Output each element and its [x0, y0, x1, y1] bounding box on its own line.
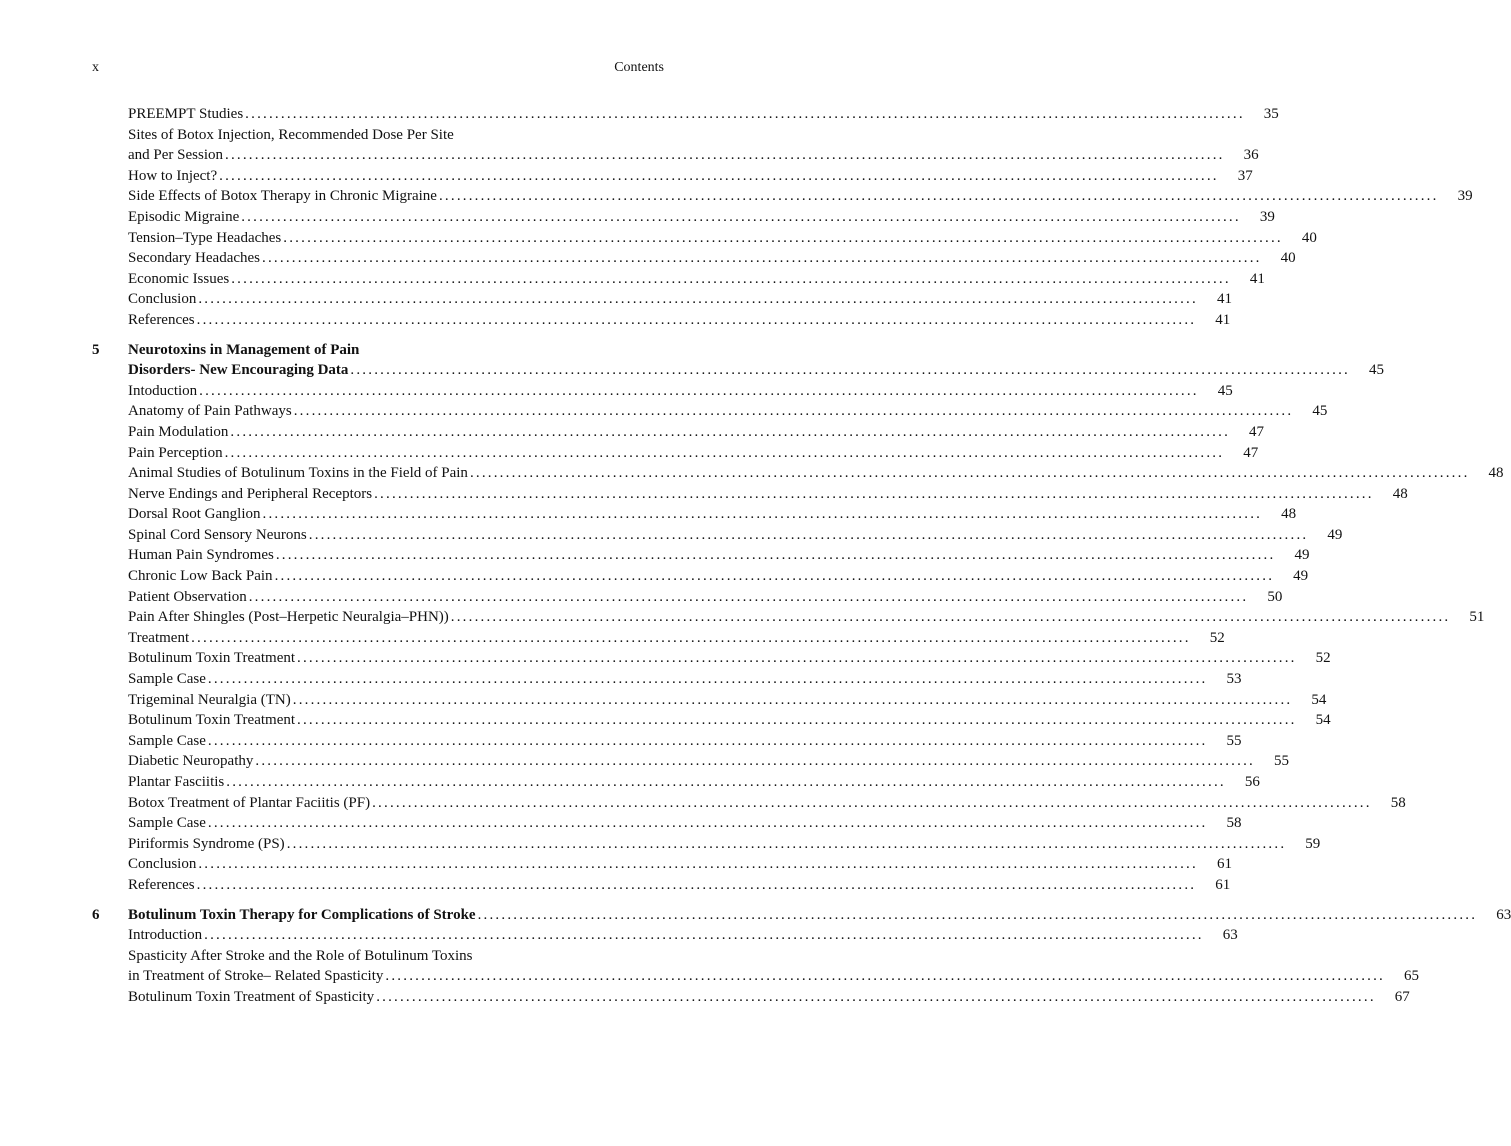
page-ref: 40: [1301, 229, 1317, 246]
page-ref: 61: [1215, 876, 1231, 893]
toc-entry-row: [128, 310, 1231, 331]
dot-leader: [385, 966, 1385, 987]
dot-leader: [208, 669, 1208, 690]
toc-title: Secondary Headaches: [128, 250, 261, 267]
toc-entry: [92, 793, 1406, 814]
toc-entry-row: [128, 966, 1419, 987]
toc-entry: [92, 710, 1331, 731]
toc-entry: [92, 690, 1327, 711]
dot-leader: [231, 269, 1231, 290]
page-ref: 49: [1327, 526, 1343, 543]
page-ref: 48: [1392, 485, 1408, 502]
toc-title: Animal Studies of Botulinum Toxins in the Field of Pain: [128, 465, 468, 482]
dot-leader: [226, 772, 1226, 793]
toc-entry-row: [128, 422, 1265, 443]
page-ref: 47: [1243, 444, 1259, 461]
toc-entry-row: [128, 854, 1232, 875]
toc-entry: [92, 401, 1328, 422]
page-ref: 41: [1216, 291, 1232, 308]
toc-entry-row: [128, 946, 664, 967]
toc-entry-row: [128, 504, 1297, 525]
toc-title: Side Effects of Botox Therapy in Chronic Migraine: [128, 188, 437, 205]
page-ref: 52: [1315, 650, 1331, 667]
running-head: Contents: [614, 60, 664, 75]
dot-leader: [230, 422, 1230, 443]
page-ref: 45: [1312, 403, 1328, 420]
dot-leader: [294, 401, 1294, 422]
toc-title: References: [128, 311, 195, 328]
dot-leader: [245, 104, 1245, 125]
toc-title: Botulinum Toxin Treatment: [128, 650, 296, 667]
chapter-number: 6: [92, 906, 100, 923]
dot-leader: [219, 166, 1219, 187]
toc-title: Dorsal Root Ganglion: [128, 506, 261, 523]
toc-entry-row: [128, 813, 1242, 834]
page-ref: 63: [1496, 906, 1511, 923]
toc-title: Episodic Migraine: [128, 208, 240, 225]
page-ref: 40: [1280, 250, 1296, 267]
toc-entry: [92, 966, 1419, 987]
toc-title: Sites of Botox Injection, Recommended Dose Per Site: [128, 126, 454, 143]
toc-entry: [92, 269, 1265, 290]
page-ref: 67: [1394, 988, 1410, 1005]
toc-entry: [92, 751, 1289, 772]
toc-title: in Treatment of Stroke– Related Spasticity: [128, 968, 384, 985]
toc-title: Spinal Cord Sensory Neurons: [128, 526, 307, 543]
dot-leader: [198, 289, 1198, 310]
toc-entry-row: [128, 925, 1238, 946]
toc-entry-row: [128, 710, 1331, 731]
toc-title: Disorders- New Encouraging Data: [128, 362, 349, 379]
toc-entry-row: [128, 648, 1331, 669]
toc-entry-row: [128, 463, 1504, 484]
toc-entry: [92, 360, 1385, 381]
page-ref: 36: [1243, 147, 1259, 164]
toc-entry-row: [128, 628, 1225, 649]
dot-leader: [225, 145, 1225, 166]
toc-title: Neurotoxins in Management of Pain: [128, 341, 360, 358]
dot-leader: [197, 875, 1197, 896]
toc-title: Conclusion: [128, 856, 197, 873]
dot-leader: [297, 710, 1297, 731]
toc-title: Human Pain Syndromes: [128, 547, 274, 564]
toc-title: Nerve Endings and Peripheral Receptors: [128, 485, 373, 502]
toc-title: Piriformis Syndrome (PS): [128, 835, 285, 852]
toc-entry: [92, 186, 1473, 207]
page-ref: 37: [1237, 167, 1253, 184]
toc-title: Spasticity After Stroke and the Role of Botulinum Toxins: [128, 947, 473, 964]
page-number: x: [92, 60, 99, 75]
toc-entry: [92, 648, 1331, 669]
page-ref: 58: [1390, 794, 1406, 811]
toc-entry: [92, 228, 1317, 249]
toc-entry: [92, 484, 1408, 505]
toc-entry: [92, 669, 1242, 690]
toc-entry-row: [128, 987, 1410, 1008]
toc-entry-row: [128, 381, 1233, 402]
toc-title: Sample Case: [128, 671, 206, 688]
dot-leader: [225, 443, 1225, 464]
dot-leader: [204, 925, 1204, 946]
toc-entry: [92, 772, 1260, 793]
toc-entry-row: [128, 104, 1279, 125]
toc-title: Anatomy of Pain Pathways: [128, 403, 292, 420]
toc-entry-row: [128, 525, 1343, 546]
table-of-contents: [92, 104, 1511, 1008]
toc-title: Introduction: [128, 927, 203, 944]
dot-leader: [350, 360, 1350, 381]
toc-entry-row: [128, 186, 1473, 207]
section-gap: [92, 331, 664, 340]
toc-entry-row: [128, 793, 1406, 814]
toc-entry-row: [128, 607, 1485, 628]
page-ref: 50: [1267, 588, 1283, 605]
toc-entry: [92, 905, 1511, 926]
toc-entry: [92, 443, 1259, 464]
toc-entry: [92, 289, 1232, 310]
toc-entry: [92, 587, 1283, 608]
dot-leader: [199, 381, 1199, 402]
toc-title: Trigeminal Neuralgia (TN): [128, 691, 291, 708]
dot-leader: [191, 628, 1191, 649]
toc-entry: [92, 248, 1296, 269]
toc-title: References: [128, 876, 195, 893]
page-ref: 35: [1263, 106, 1279, 122]
toc-entry: [92, 925, 1238, 946]
page-ref: 54: [1311, 691, 1327, 708]
page-ref: 39: [1457, 188, 1473, 205]
section-gap: [92, 896, 664, 905]
toc-entry: [92, 166, 1253, 187]
dot-leader: [309, 525, 1309, 546]
toc-entry: [92, 854, 1232, 875]
toc-entry-row: [128, 772, 1260, 793]
toc-entry-row: [128, 360, 1385, 381]
toc-entry: [92, 607, 1485, 628]
toc-entry-row: [128, 834, 1321, 855]
page-ref: 56: [1244, 774, 1260, 790]
toc-title: Economic Issues: [128, 270, 230, 287]
page-header: [92, 60, 664, 80]
dot-leader: [276, 545, 1276, 566]
toc-title: Sample Case: [128, 732, 206, 749]
toc-entry: [92, 381, 1233, 402]
toc-entry: [92, 545, 1310, 566]
page-ref: 41: [1215, 311, 1231, 328]
dot-leader: [262, 248, 1262, 269]
toc-entry: [92, 125, 664, 146]
toc-title: Diabetic Neuropathy: [128, 753, 254, 770]
toc-title: Pain Perception: [128, 444, 223, 461]
dot-leader: [376, 987, 1376, 1008]
page-ref: 61: [1216, 856, 1232, 873]
toc-entry: [92, 340, 664, 361]
toc-entry-row: [128, 587, 1283, 608]
toc-entry-row: [128, 545, 1310, 566]
dot-leader: [283, 228, 1283, 249]
toc-entry: [92, 628, 1225, 649]
toc-entry: [92, 525, 1343, 546]
toc-entry-row: [128, 731, 1242, 752]
toc-entry-row: [128, 401, 1328, 422]
page-ref: 59: [1305, 835, 1321, 852]
toc-entry-row: [128, 443, 1259, 464]
chapter-number: 5: [92, 341, 100, 358]
dot-leader: [372, 793, 1372, 814]
toc-entry-row: [128, 289, 1232, 310]
dot-leader: [249, 587, 1249, 608]
toc-entry: [92, 104, 1279, 125]
dot-leader: [208, 813, 1208, 834]
dot-leader: [198, 854, 1198, 875]
page-ref: 45: [1217, 382, 1233, 399]
toc-entry: [92, 504, 1297, 525]
toc-title: Patient Observation: [128, 588, 247, 605]
toc-entry: [92, 207, 1275, 228]
toc-entry-row: [128, 166, 1253, 187]
page-ref: 41: [1249, 270, 1265, 287]
page-ref: 65: [1404, 968, 1419, 985]
dot-leader: [297, 648, 1297, 669]
toc-title: How to Inject?: [128, 167, 218, 184]
toc-title: Botulinum Toxin Treatment: [128, 712, 296, 729]
dot-leader: [241, 207, 1241, 228]
page-ref: 48: [1281, 506, 1297, 523]
page-ref: 47: [1249, 423, 1265, 440]
page-ref: 55: [1226, 732, 1242, 749]
toc-entry-row: [128, 228, 1317, 249]
page-ref: 53: [1226, 671, 1242, 688]
dot-leader: [197, 310, 1197, 331]
toc-title: Treatment: [128, 629, 190, 646]
page-ref: 49: [1293, 568, 1309, 585]
toc-title: Pain After Shingles (Post–Herpetic Neuralgia–PHN)): [128, 609, 449, 626]
toc-title: Conclusion: [128, 291, 197, 308]
toc-entry-row: [128, 751, 1289, 772]
toc-title: and Per Session: [128, 147, 223, 164]
page-ref: 48: [1488, 465, 1504, 482]
toc-title: Tension–Type Headaches: [128, 229, 282, 246]
toc-title: Pain Modulation: [128, 423, 229, 440]
dot-leader: [439, 186, 1439, 207]
toc-title: Plantar Fasciitis: [128, 774, 225, 790]
dot-leader: [374, 484, 1374, 505]
toc-entry-row: [128, 145, 1259, 166]
toc-title: Sample Case: [128, 815, 206, 832]
toc-title: Botulinum Toxin Therapy for Complications of Stroke: [128, 906, 476, 923]
toc-entry-row: [128, 905, 1511, 926]
toc-entry: [92, 422, 1265, 443]
toc-title: Botox Treatment of Plantar Faciitis (PF): [128, 794, 371, 811]
page-ref: 49: [1294, 547, 1310, 564]
toc-entry-row: [128, 125, 664, 146]
toc-entry-row: [128, 484, 1408, 505]
toc-title: Intoduction: [128, 382, 198, 399]
page-ref: 51: [1469, 609, 1485, 626]
toc-entry-row: [128, 690, 1327, 711]
page-ref: 52: [1209, 629, 1225, 646]
toc-entry-row: [128, 669, 1242, 690]
toc-entry: [92, 813, 1242, 834]
dot-leader: [263, 504, 1263, 525]
toc-entry: [92, 463, 1504, 484]
page-ref: 63: [1222, 927, 1238, 944]
toc-entry: [92, 566, 1309, 587]
toc-title: Botulinum Toxin Treatment of Spasticity: [128, 988, 375, 1005]
dot-leader: [255, 751, 1255, 772]
dot-leader: [478, 905, 1478, 926]
page-ref: 39: [1259, 208, 1275, 225]
page-ref: 55: [1273, 753, 1289, 770]
toc-entry: [92, 310, 1231, 331]
page-ref: 45: [1369, 362, 1385, 379]
dot-leader: [470, 463, 1470, 484]
toc-entry: [92, 987, 1410, 1008]
toc-entry: [92, 875, 1231, 896]
toc-title: PREEMPT Studies: [128, 106, 244, 122]
toc-entry: [92, 731, 1242, 752]
toc-entry-row: [128, 248, 1296, 269]
toc-entry-row: [128, 875, 1231, 896]
toc-entry-row: [128, 340, 664, 361]
page-ref: 58: [1226, 815, 1242, 832]
toc-entry: [92, 946, 664, 967]
dot-leader: [287, 834, 1287, 855]
page-ref: 54: [1315, 712, 1331, 729]
dot-leader: [208, 731, 1208, 752]
dot-leader: [451, 607, 1451, 628]
toc-title: Chronic Low Back Pain: [128, 568, 273, 585]
toc-entry-row: [128, 566, 1309, 587]
toc-entry-row: [128, 269, 1265, 290]
dot-leader: [275, 566, 1275, 587]
toc-entry: [92, 834, 1321, 855]
toc-entry: [92, 145, 1259, 166]
dot-leader: [293, 690, 1293, 711]
toc-entry-row: [128, 207, 1275, 228]
